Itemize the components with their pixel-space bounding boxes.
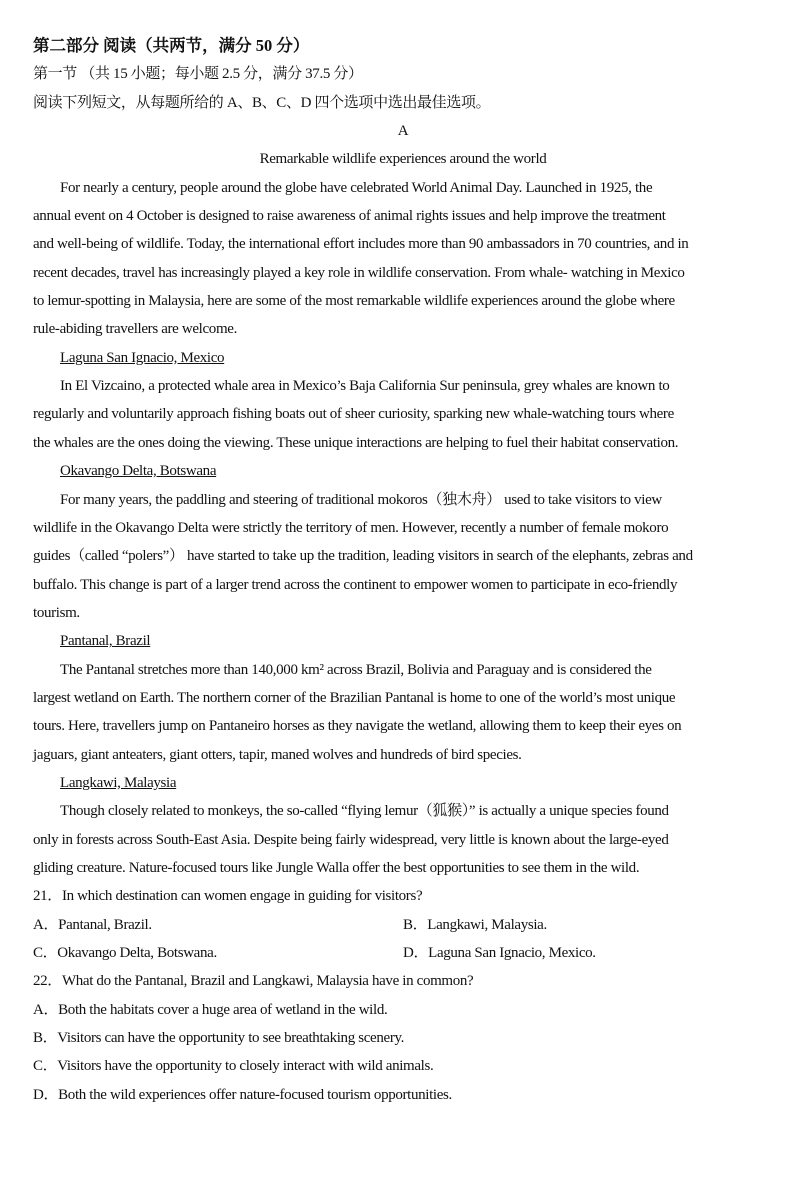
paragraph-line: guides（called “polers”） have started to take up the tradition, leading visitors in search of the elephants, zebras and xyxy=(33,548,693,565)
paragraph-line: the whales are the ones doing the viewing. These unique interactions are helping to fuel their habitat conservation. xyxy=(33,434,679,451)
section-heading xyxy=(33,344,773,372)
option-row xyxy=(33,939,773,967)
paragraph-line: tourism. xyxy=(33,604,80,621)
question-stem: 21．In which destination can women engage in guiding for visitors? xyxy=(33,888,423,905)
part-title: 第二部分 阅读（共两节，满分 50 分） xyxy=(33,36,310,55)
paragraph-line: Though closely related to monkeys, the so-called “flying lemur（狐猴）” is actually a unique species found xyxy=(60,803,669,820)
paragraph-line: rule-abiding travellers are welcome. xyxy=(33,321,237,338)
answer-option: A．Both the habitats cover a huge area of wetland in the wild. xyxy=(33,1001,388,1018)
passage-body xyxy=(33,174,773,883)
paragraph-line: For many years, the paddling and steering of traditional mokoros（独木舟） used to take visitors to view xyxy=(60,491,662,508)
instructions: 阅读下列短文，从每题所给的 A、B、C、D 四个选项中选出最佳选项。 xyxy=(33,94,491,111)
section-heading xyxy=(33,769,773,797)
section-heading-text: Okavango Delta, Botswana xyxy=(60,463,217,480)
paragraph-line: regularly and voluntarily approach fishing boats out of sheer curiosity, sparking new whale-watching tours where xyxy=(33,406,674,423)
paragraph-line: and well-being of wildlife. Today, the international effort includes more than 90 ambassadors in 70 countries, and in xyxy=(33,236,689,253)
paragraph-line: tours. Here, travellers jump on Pantaneiro horses as they navigate the wetland, allowing them to keep their eyes on xyxy=(33,718,682,735)
answer-option: D．Both the wild experiences offer nature-focused tourism opportunities. xyxy=(33,1086,452,1103)
answer-option: A．Pantanal, Brazil. xyxy=(33,916,152,933)
option-row xyxy=(33,911,773,939)
section-heading-text: Pantanal, Brazil xyxy=(60,633,151,650)
paragraph-line: For nearly a century, people around the globe have celebrated World Animal Day. Launched in 1925, the xyxy=(60,179,653,196)
paragraph-line: gliding creature. Nature-focused tours like Jungle Walla offer the best opportunities to see them in the wild. xyxy=(33,859,640,876)
paragraph-line: In El Vizcaino, a protected whale area in Mexico’s Baja California Sur peninsula, grey whales are known to xyxy=(60,378,670,395)
section-title: 第一节 （共 15 小题；每小题 2.5 分，满分 37.5 分） xyxy=(33,66,363,83)
exam-page xyxy=(33,32,773,1109)
paragraph-line: wildlife in the Okavango Delta were strictly the territory of men. However, recently a number of female mokoro xyxy=(33,519,669,536)
question-stem: 22．What do the Pantanal, Brazil and Langkawi, Malaysia have in common? xyxy=(33,973,474,990)
passage-label: A xyxy=(397,123,409,140)
passage-title: Remarkable wildlife experiences around the world xyxy=(259,151,547,168)
section-heading-text: Langkawi, Malaysia xyxy=(60,774,177,791)
answer-option: B．Visitors can have the opportunity to see breathtaking scenery. xyxy=(33,1030,405,1047)
questions xyxy=(33,882,773,1109)
paragraph-line: recent decades, travel has increasingly played a key role in wildlife conservation. From whale- watching in Mexico xyxy=(33,264,685,281)
section-heading-text: Laguna San Ignacio, Mexico xyxy=(60,349,225,366)
answer-option: C．Visitors have the opportunity to closely interact with wild animals. xyxy=(33,1058,434,1075)
paragraph-line: buffalo. This change is part of a larger trend across the continent to empower women to participate in eco-friendly xyxy=(33,576,678,593)
answer-option: C．Okavango Delta, Botswana. xyxy=(33,945,217,961)
paragraph-line: to lemur-spotting in Malaysia, here are some of the most remarkable wildlife experiences around the globe where xyxy=(33,293,675,310)
paragraph-line: jaguars, giant anteaters, giant otters, tapir, maned wolves and hundreds of bird species. xyxy=(33,746,522,763)
section-heading xyxy=(33,457,773,485)
paragraph-line: annual event on 4 October is designed to raise awareness of animal rights issues and help improve the treatment xyxy=(33,208,666,225)
paragraph-line: The Pantanal stretches more than 140,000 km² across Brazil, Bolivia and Paraguay and is considered the xyxy=(60,661,652,678)
section-heading xyxy=(33,627,773,655)
paragraph-line: largest wetland on Earth. The northern corner of the Brazilian Pantanal is home to one of the world’s most unique xyxy=(33,689,676,706)
paragraph-line: only in forests across South-East Asia. Despite being fairly widespread, very little is known about the large-eyed xyxy=(33,831,669,848)
answer-option: D．Laguna San Ignacio, Mexico. xyxy=(403,945,596,961)
answer-option: B．Langkawi, Malaysia. xyxy=(403,916,547,933)
